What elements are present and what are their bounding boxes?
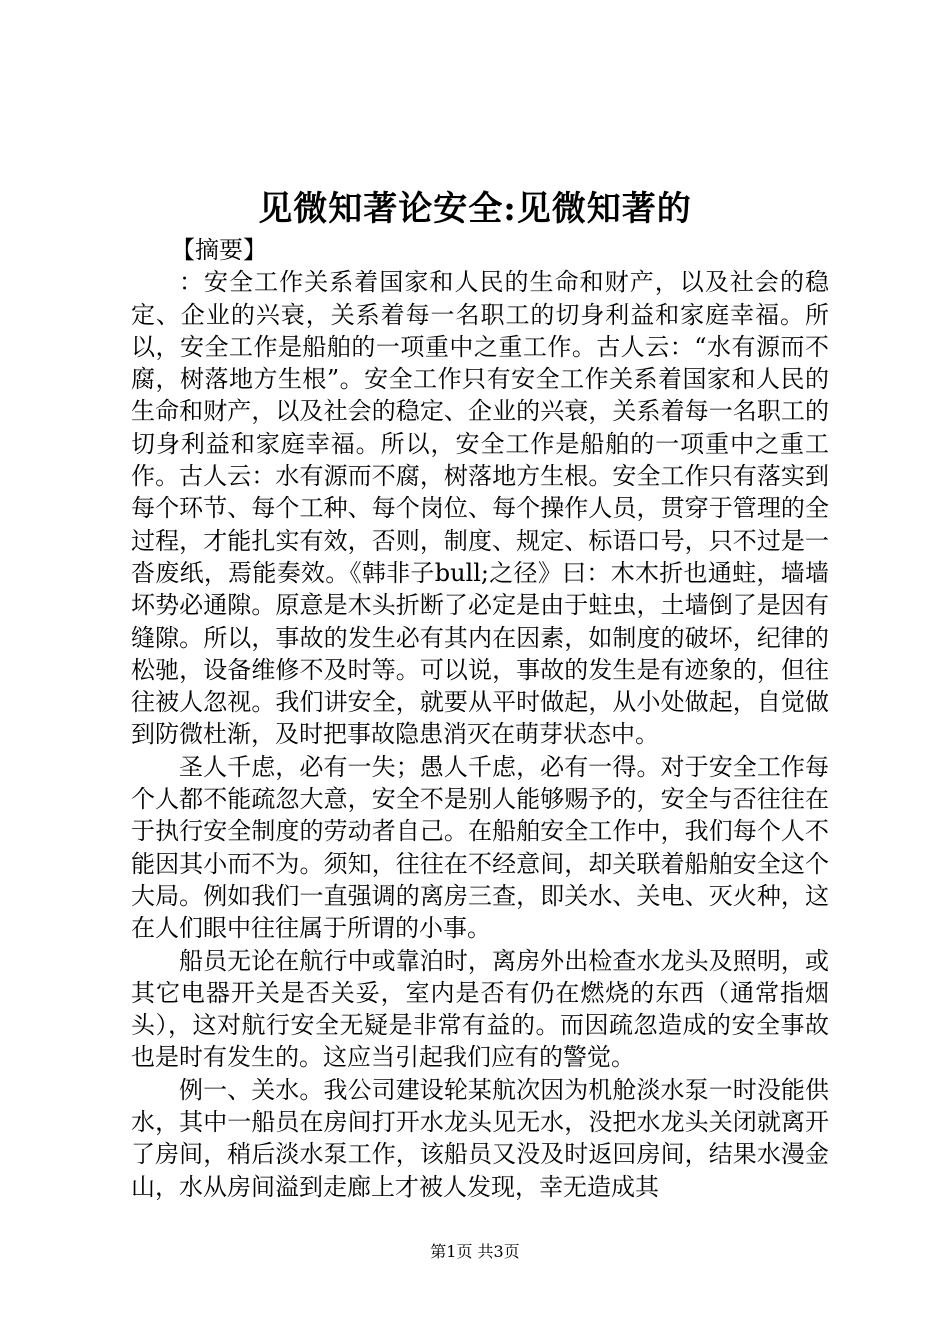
- paragraph: 圣人千虑，必有一失；愚人千虑，必有一得。对于安全工作每个人都不能疏忽大意，安全不是别人能够赐予的，安全与否往往在于执行安全制度的劳动者自己。在船舶安全工作中，我们每个人不能因其小而不为。须知，往往在不经意间，却关联着船舶安全这个大局。例如我们一直强调的离房三查，即关水、关电、灭火种，这在人们眼中往往属于所谓的小事。: [131, 752, 829, 943]
- page-number-footer: 第1页 共3页: [430, 1242, 520, 1261]
- abstract-label: 【摘要】: [171, 236, 267, 264]
- paragraph: 例一、关水。我公司建设轮某航次因为机舱淡水泵一时没能供水，其中一船员在房间打开水龙头见无水，没把水龙头关闭就离开了房间，稍后淡水泵工作，该船员又没及时返回房间，结果水漫金山，水从房间溢到走廊上才被人发现，幸无造成其: [131, 1075, 829, 1201]
- document-title: 见微知著论安全:见微知著的: [258, 189, 692, 229]
- paragraph: ：安全工作关系着国家和人民的生命和财产，以及社会的稳定、企业的兴衰，关系着每一名职工的切身利益和家庭幸福。所以，安全工作是船舶的一项重中之重工作。古人云：“水有源而不腐，树落地方生根”。安全工作只有安全工作关系着国家和人民的生命和财产，以及社会的稳定、企业的兴衰，关系着每一名职工的切身利益和家庭幸福。所以，安全工作是船舶的一项重中之重工作。古人云：水有源而不腐，树落地方生根。安全工作只有落实到每个环节、每个工种、每个岗位、每个操作人员，贯穿于管理的全过程，才能扎实有效，否则，制度、规定、标语口号，只不过是一沓废纸，焉能奏效。《韩非子bull;之径》曰：木木折也通蛀，墙墙坏势必通隙。原意是木头折断了必定是由于蛀虫，土墙倒了是因有缝隙。所以，事故的发生必有其内在因素，如制度的破坏，纪律的松驰，设备维修不及时等。可以说，事故的发生是有迹象的，但往往被人忽视。我们讲安全，就要从平时做起，从小处做起，自觉做到防微杜渐，及时把事故隐患消灭在萌芽状态中。: [131, 268, 829, 749]
- paragraph: 船员无论在航行中或靠泊时，离房外出检查水龙头及照明，或其它电器开关是否关妥，室内是否有仍在燃烧的东西（通常指烟头），这对航行安全无疑是非常有益的。而因疏忽造成的安全事故也是时有发生的。这应当引起我们应有的警觉。: [131, 946, 829, 1072]
- document-body: [131, 234, 829, 1203]
